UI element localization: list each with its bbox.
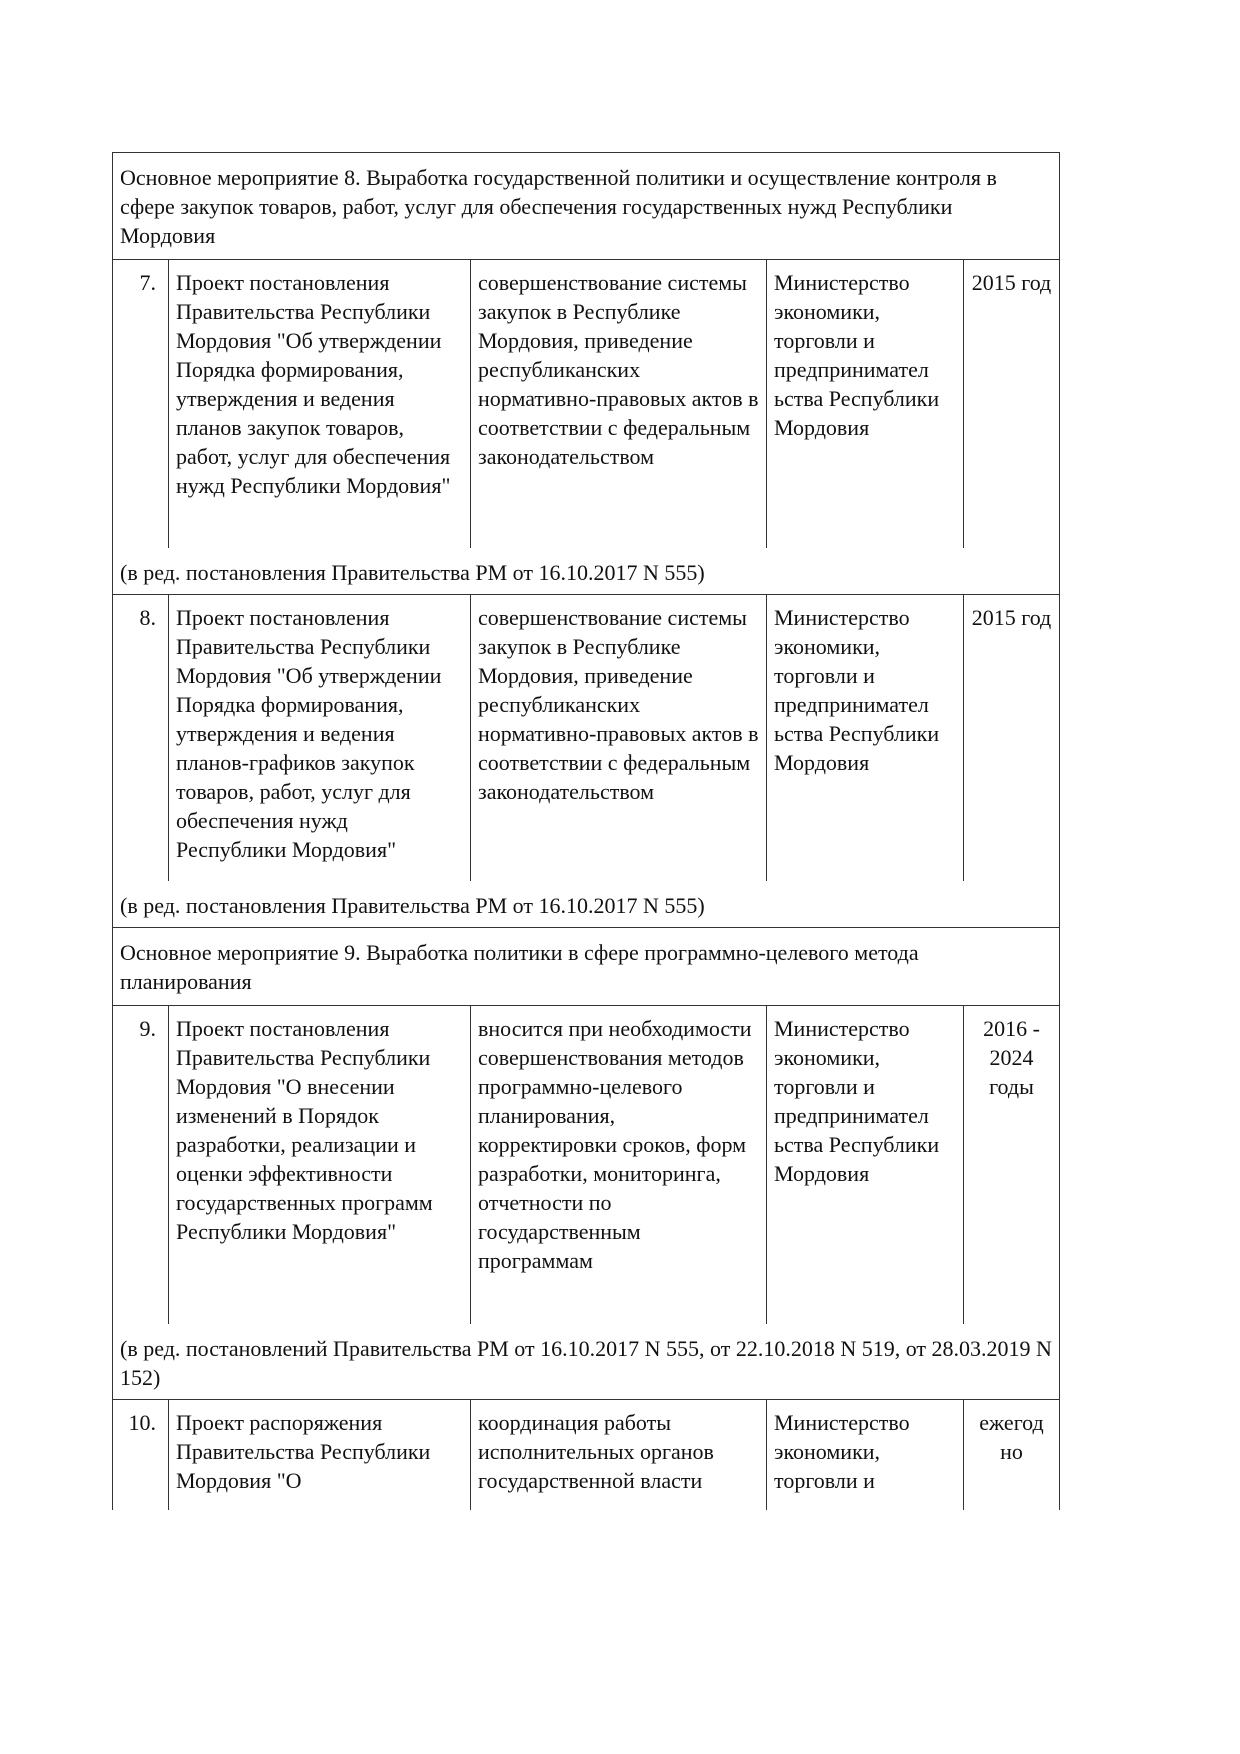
measures-table bbox=[112, 152, 1060, 1510]
section-header-8: Основное мероприятие 8. Выработка государственной политики и осуществление контроля в сфере закупок товаров, работ, услуг для обеспечения государственных нужд Республики Мордовия bbox=[113, 153, 1059, 260]
table-row bbox=[113, 260, 1059, 548]
term: ежегод но bbox=[979, 1410, 1044, 1464]
table-row bbox=[113, 1006, 1059, 1324]
goal: вносится при необходимости совершенствования методов программно-целевого планирования, корректировки сроков, форм разработки, мониторинга, отчетности по государственным программам bbox=[471, 1006, 767, 1324]
document-name: Проект постановления Правительства Республики Мордовия "О внесении изменений в Порядок разработки, реализации и оценки эффективности государственных программ Республики Мордовия" bbox=[169, 1006, 471, 1324]
term: 2015 год bbox=[971, 270, 1052, 295]
row-number: 7. bbox=[113, 260, 169, 548]
row-number: 9. bbox=[113, 1006, 169, 1324]
row-number: 8. bbox=[113, 595, 169, 881]
row-number: 10. bbox=[113, 1400, 169, 1510]
goal: совершенствование системы закупок в Республике Мордовия, приведение республиканских нормативно-правовых актов в соответствии с федеральным законодательством bbox=[471, 260, 767, 548]
amendment-note: (в ред. постановления Правительства РМ от 16.10.2017 N 555) bbox=[113, 548, 1059, 595]
amendment-note: (в ред. постановления Правительства РМ от 16.10.2017 N 555) bbox=[113, 881, 1059, 928]
table-row bbox=[113, 595, 1059, 881]
executor: Министерство экономики, торговли и предпринимател ьства Республики Мордовия bbox=[767, 260, 964, 548]
goal: совершенствование системы закупок в Республике Мордовия, приведение республиканских нормативно-правовых актов в соответствии с федеральным законодательством bbox=[471, 595, 767, 881]
term: 2016 - 2024 годы bbox=[983, 1016, 1040, 1099]
goal: координация работы исполнительных органов государственной власти bbox=[471, 1400, 767, 1510]
term: 2015 год bbox=[971, 605, 1052, 630]
executor: Министерство экономики, торговли и предпринимател ьства Республики Мордовия bbox=[767, 595, 964, 881]
section-header-9: Основное мероприятие 9. Выработка политики в сфере программно-целевого метода планирования bbox=[113, 928, 1059, 1006]
document-name: Проект постановления Правительства Республики Мордовия "Об утверждении Порядка формирования, утверждения и ведения планов закупок товаров, работ, услуг для обеспечения нужд Республики Мордовия" bbox=[169, 260, 471, 548]
executor: Министерство экономики, торговли и предпринимател ьства Республики Мордовия bbox=[767, 1006, 964, 1324]
executor: Министерство экономики, торговли и bbox=[767, 1400, 964, 1510]
amendment-note: (в ред. постановлений Правительства РМ от 16.10.2017 N 555, от 22.10.2018 N 519, от 28.03.2019 N 152) bbox=[113, 1324, 1059, 1400]
document-name: Проект постановления Правительства Республики Мордовия "Об утверждении Порядка формирования, утверждения и ведения планов-графиков закупок товаров, работ, услуг для обеспечения нужд Республики Мордовия" bbox=[169, 595, 471, 881]
table-row bbox=[113, 1400, 1059, 1510]
document-name: Проект распоряжения Правительства Республики Мордовия "О bbox=[169, 1400, 471, 1510]
